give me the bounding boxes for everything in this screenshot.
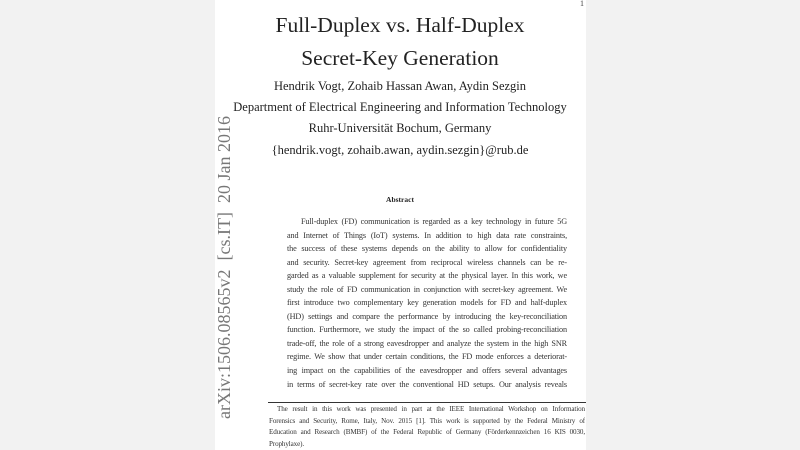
paper-title-line-2: Secret-Key Generation [301, 46, 499, 70]
abstract-line: in terms of secret-key rate over the conventional HD setups. Our analysis reveals [287, 379, 567, 389]
paper-title-line-1: Full-Duplex vs. Half-Duplex [275, 13, 525, 37]
abstract-line: function. Furthermore, we study the impact of the so called probing-reconciliation [287, 325, 567, 335]
emails: {hendrik.vogt, zohaib.awan, aydin.sezgin}@rub.de [271, 143, 529, 157]
footnote-line: Forensics and Security, Rome, Italy, Nov. 2015 [1]. This work is supported by the Federal Ministry of [269, 416, 585, 425]
abstract-line: regime. We show that under certain conditions, the FD mode enforces a deteriorat- [287, 352, 567, 362]
footnote-line: Education and Research (BMBF) of the Federal Republic of Germany (Förderkennzeichen 16 KIS 0030, [269, 428, 585, 436]
abstract-line: the success of these systems depends on the ability to allow for confidentiality [287, 244, 567, 254]
abstract-line: garded as a valuable supplement for security at the physical layer. In this work, we [287, 271, 567, 281]
abstract-line: and Internet of Things (IoT) systems. In addition to high data rate constraints, [287, 230, 567, 240]
page-number: 1 [580, 0, 584, 8]
footnote-line: The result in this work was presented in part at the IEEE International Workshop on Information [277, 405, 585, 413]
footnote [269, 404, 585, 450]
authors: Hendrik Vogt, Zohaib Hassan Awan, Aydin Sezgin [273, 79, 527, 93]
abstract-line: ing impact on the capabilities of the eavesdropper and offers several advantages [287, 366, 567, 376]
abstract-body [287, 215, 567, 391]
footnote-line: Prophylaxe). [269, 439, 305, 448]
abstract-line: Full-duplex (FD) communication is regarded as a key technology in future 5G [301, 217, 567, 226]
abstract-heading: Abstract [386, 195, 414, 204]
abstract-line: study the role of FD communication in conjunction with secret-key agreement. We [287, 284, 567, 294]
department: Department of Electrical Engineering and Information Technology [233, 100, 567, 114]
footnote-rule [268, 402, 586, 403]
abstract-line: first introduce two complementary key generation models for FD and half-duplex [287, 298, 567, 308]
abstract-line: and security. Secret-key agreement from reciprocal wireless channels can be re- [287, 257, 567, 267]
arxiv-category: [cs.IT] [214, 212, 234, 261]
arxiv-id: arXiv:1506.08565v2 [214, 269, 234, 419]
abstract-line: (HD) settings and compare the performance by introducing the key-reconciliation [287, 311, 567, 321]
university: Ruhr-Universität Bochum, Germany [308, 121, 492, 135]
abstract-line: trade-off, the role of a strong eavesdropper and analyze the system in the high SNR [287, 338, 567, 348]
arxiv-date: 20 Jan 2016 [214, 116, 234, 204]
